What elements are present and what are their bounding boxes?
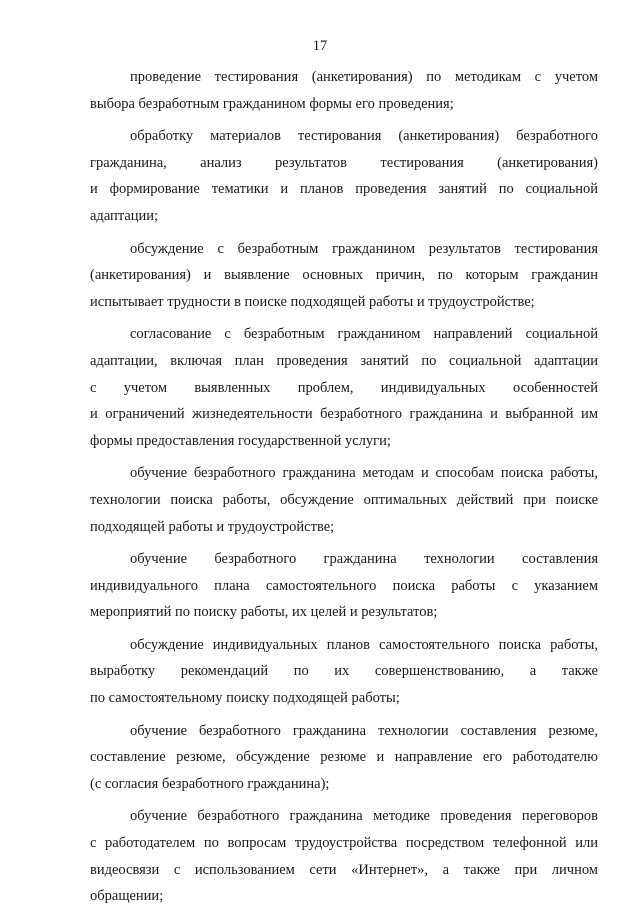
paragraph-8 bbox=[90, 718, 598, 798]
paragraph-line: индивидуального плана самостоятельного поиска работы с указанием bbox=[90, 577, 598, 594]
paragraph-line: обучение безработного гражданина технологии составления bbox=[130, 551, 598, 568]
document-body bbox=[90, 64, 598, 916]
paragraph-line: выбора безработным гражданином формы его проведения; bbox=[90, 95, 454, 112]
paragraph-line: составление резюме, обсуждение резюме и направление его работодателю bbox=[90, 749, 598, 766]
paragraph-line: обращении; bbox=[90, 888, 164, 905]
paragraph-line: выработку рекомендаций по их совершенствованию, а также bbox=[90, 663, 598, 680]
paragraph-line: проведение тестирования (анкетирования) по методикам с учетом bbox=[130, 69, 598, 85]
paragraph-4 bbox=[90, 321, 598, 454]
paragraph-line: с учетом выявленных проблем, индивидуальных особенностей bbox=[90, 379, 598, 396]
paragraph-line: мероприятий по поиску работы, их целей и результатов; bbox=[90, 604, 438, 621]
paragraph-1 bbox=[90, 64, 598, 117]
paragraph-line: (анкетирования) и выявление основных причин, по которым гражданин bbox=[90, 267, 598, 284]
paragraph-5 bbox=[90, 460, 598, 540]
paragraph-7 bbox=[90, 632, 598, 712]
paragraph-line: формы предоставления государственной услуги; bbox=[90, 432, 391, 449]
paragraph-line: обсуждение индивидуальных планов самостоятельного поиска работы, bbox=[130, 636, 598, 653]
paragraph-line: технологии поиска работы, обсуждение оптимальных действий при поиске bbox=[90, 491, 598, 508]
paragraph-9 bbox=[90, 803, 598, 909]
paragraph-line: подходящей работы и трудоустройстве; bbox=[90, 518, 335, 535]
paragraph-line: испытывает трудности в поиске подходящей работы и трудоустройстве; bbox=[90, 293, 535, 310]
paragraph-line: согласование с безработным гражданином направлений социальной bbox=[130, 326, 598, 343]
paragraph-line: обучение безработного гражданина методам и способам поиска работы, bbox=[130, 465, 598, 482]
paragraph-line: и ограничений жизнедеятельности безработного гражданина и выбранной им bbox=[90, 406, 598, 423]
paragraph-line: гражданина, анализ результатов тестирования (анкетирования) bbox=[90, 154, 598, 171]
paragraph-line: с работодателем по вопросам трудоустройства посредством телефонной или bbox=[90, 835, 598, 852]
paragraph-line: и формирование тематики и планов проведения занятий по социальной bbox=[90, 181, 598, 198]
paragraph-line: обработку материалов тестирования (анкетирования) безработного bbox=[130, 128, 598, 145]
paragraph-line: адаптации; bbox=[90, 207, 159, 224]
paragraph-line: обучение безработного гражданина технологии составления резюме, bbox=[130, 722, 598, 739]
paragraph-line: (с согласия безработного гражданина); bbox=[90, 775, 330, 792]
paragraph-line: по самостоятельному поиску подходящей работы; bbox=[90, 690, 400, 707]
paragraph-line: обучение безработного гражданина методике проведения переговоров bbox=[130, 808, 598, 825]
paragraph-6 bbox=[90, 546, 598, 626]
paragraph-line: обсуждение с безработным гражданином результатов тестирования bbox=[130, 240, 598, 257]
paragraph-3 bbox=[90, 236, 598, 316]
paragraph-2 bbox=[90, 123, 598, 229]
page-number: 17 bbox=[312, 38, 328, 54]
paragraph-line: видеосвязи с использованием сети «Интернет», а также при личном bbox=[90, 861, 598, 878]
paragraph-line: адаптации, включая план проведения занятий по социальной адаптации bbox=[90, 352, 598, 369]
